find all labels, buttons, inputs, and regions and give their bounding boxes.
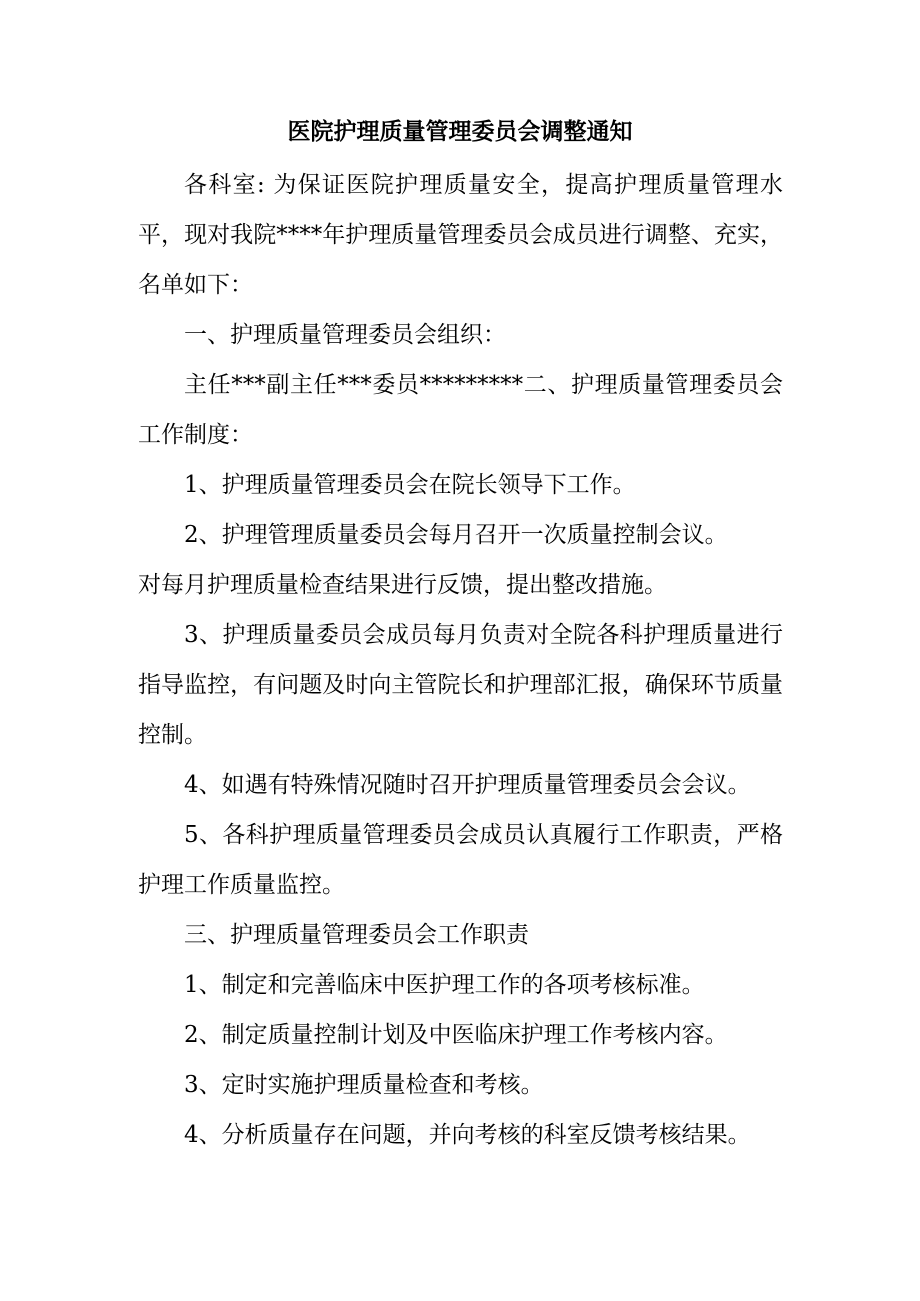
list-item: 4、分析质量存在问题，并向考核的科室反馈考核结果。: [184, 1122, 751, 1148]
list-item: 3、护理质量委员会成员每月负责对全院各科护理质量进行指导监控，有问题及时向主管院长和护理部汇报，确保环节质量控制。: [138, 622, 783, 748]
paragraph-members: 主任***副主任***委员*********二、护理质量管理委员会工作制度：: [138, 372, 783, 448]
list-item: 5、各科护理质量管理委员会成员认真履行工作职责，严格护理工作质量监控。: [138, 822, 783, 898]
paragraph-greeting: 各科室: 为保证医院护理质量安全，提高护理质量管理水平，现对我院****年护理质量管理委员会成员进行调整、充实，名单如下：: [138, 172, 783, 298]
list-item: 1、护理质量管理委员会在院长领导下工作。: [184, 472, 636, 498]
section-heading-organization: 一、护理质量管理委员会组织：: [184, 322, 506, 348]
document-title: 医院护理质量管理委员会调整通知: [287, 118, 633, 145]
document-body: [138, 160, 783, 1160]
list-item: 1、制定和完善临床中医护理工作的各项考核标准。: [184, 972, 705, 998]
list-item: 4、如遇有特殊情况随时召开护理质量管理委员会会议。: [184, 772, 751, 798]
list-item: 2、制定质量控制计划及中医临床护理工作考核内容。: [184, 1022, 728, 1048]
list-item: 3、定时实施护理质量检查和考核。: [184, 1072, 544, 1098]
paragraph-continuation: 对每月护理质量检查结果进行反馈，提出整改措施。: [138, 572, 667, 598]
list-item: 2、护理管理质量委员会每月召开一次质量控制会议。: [184, 522, 728, 548]
section-heading-duties: 三、护理质量管理委员会工作职责: [184, 922, 529, 948]
